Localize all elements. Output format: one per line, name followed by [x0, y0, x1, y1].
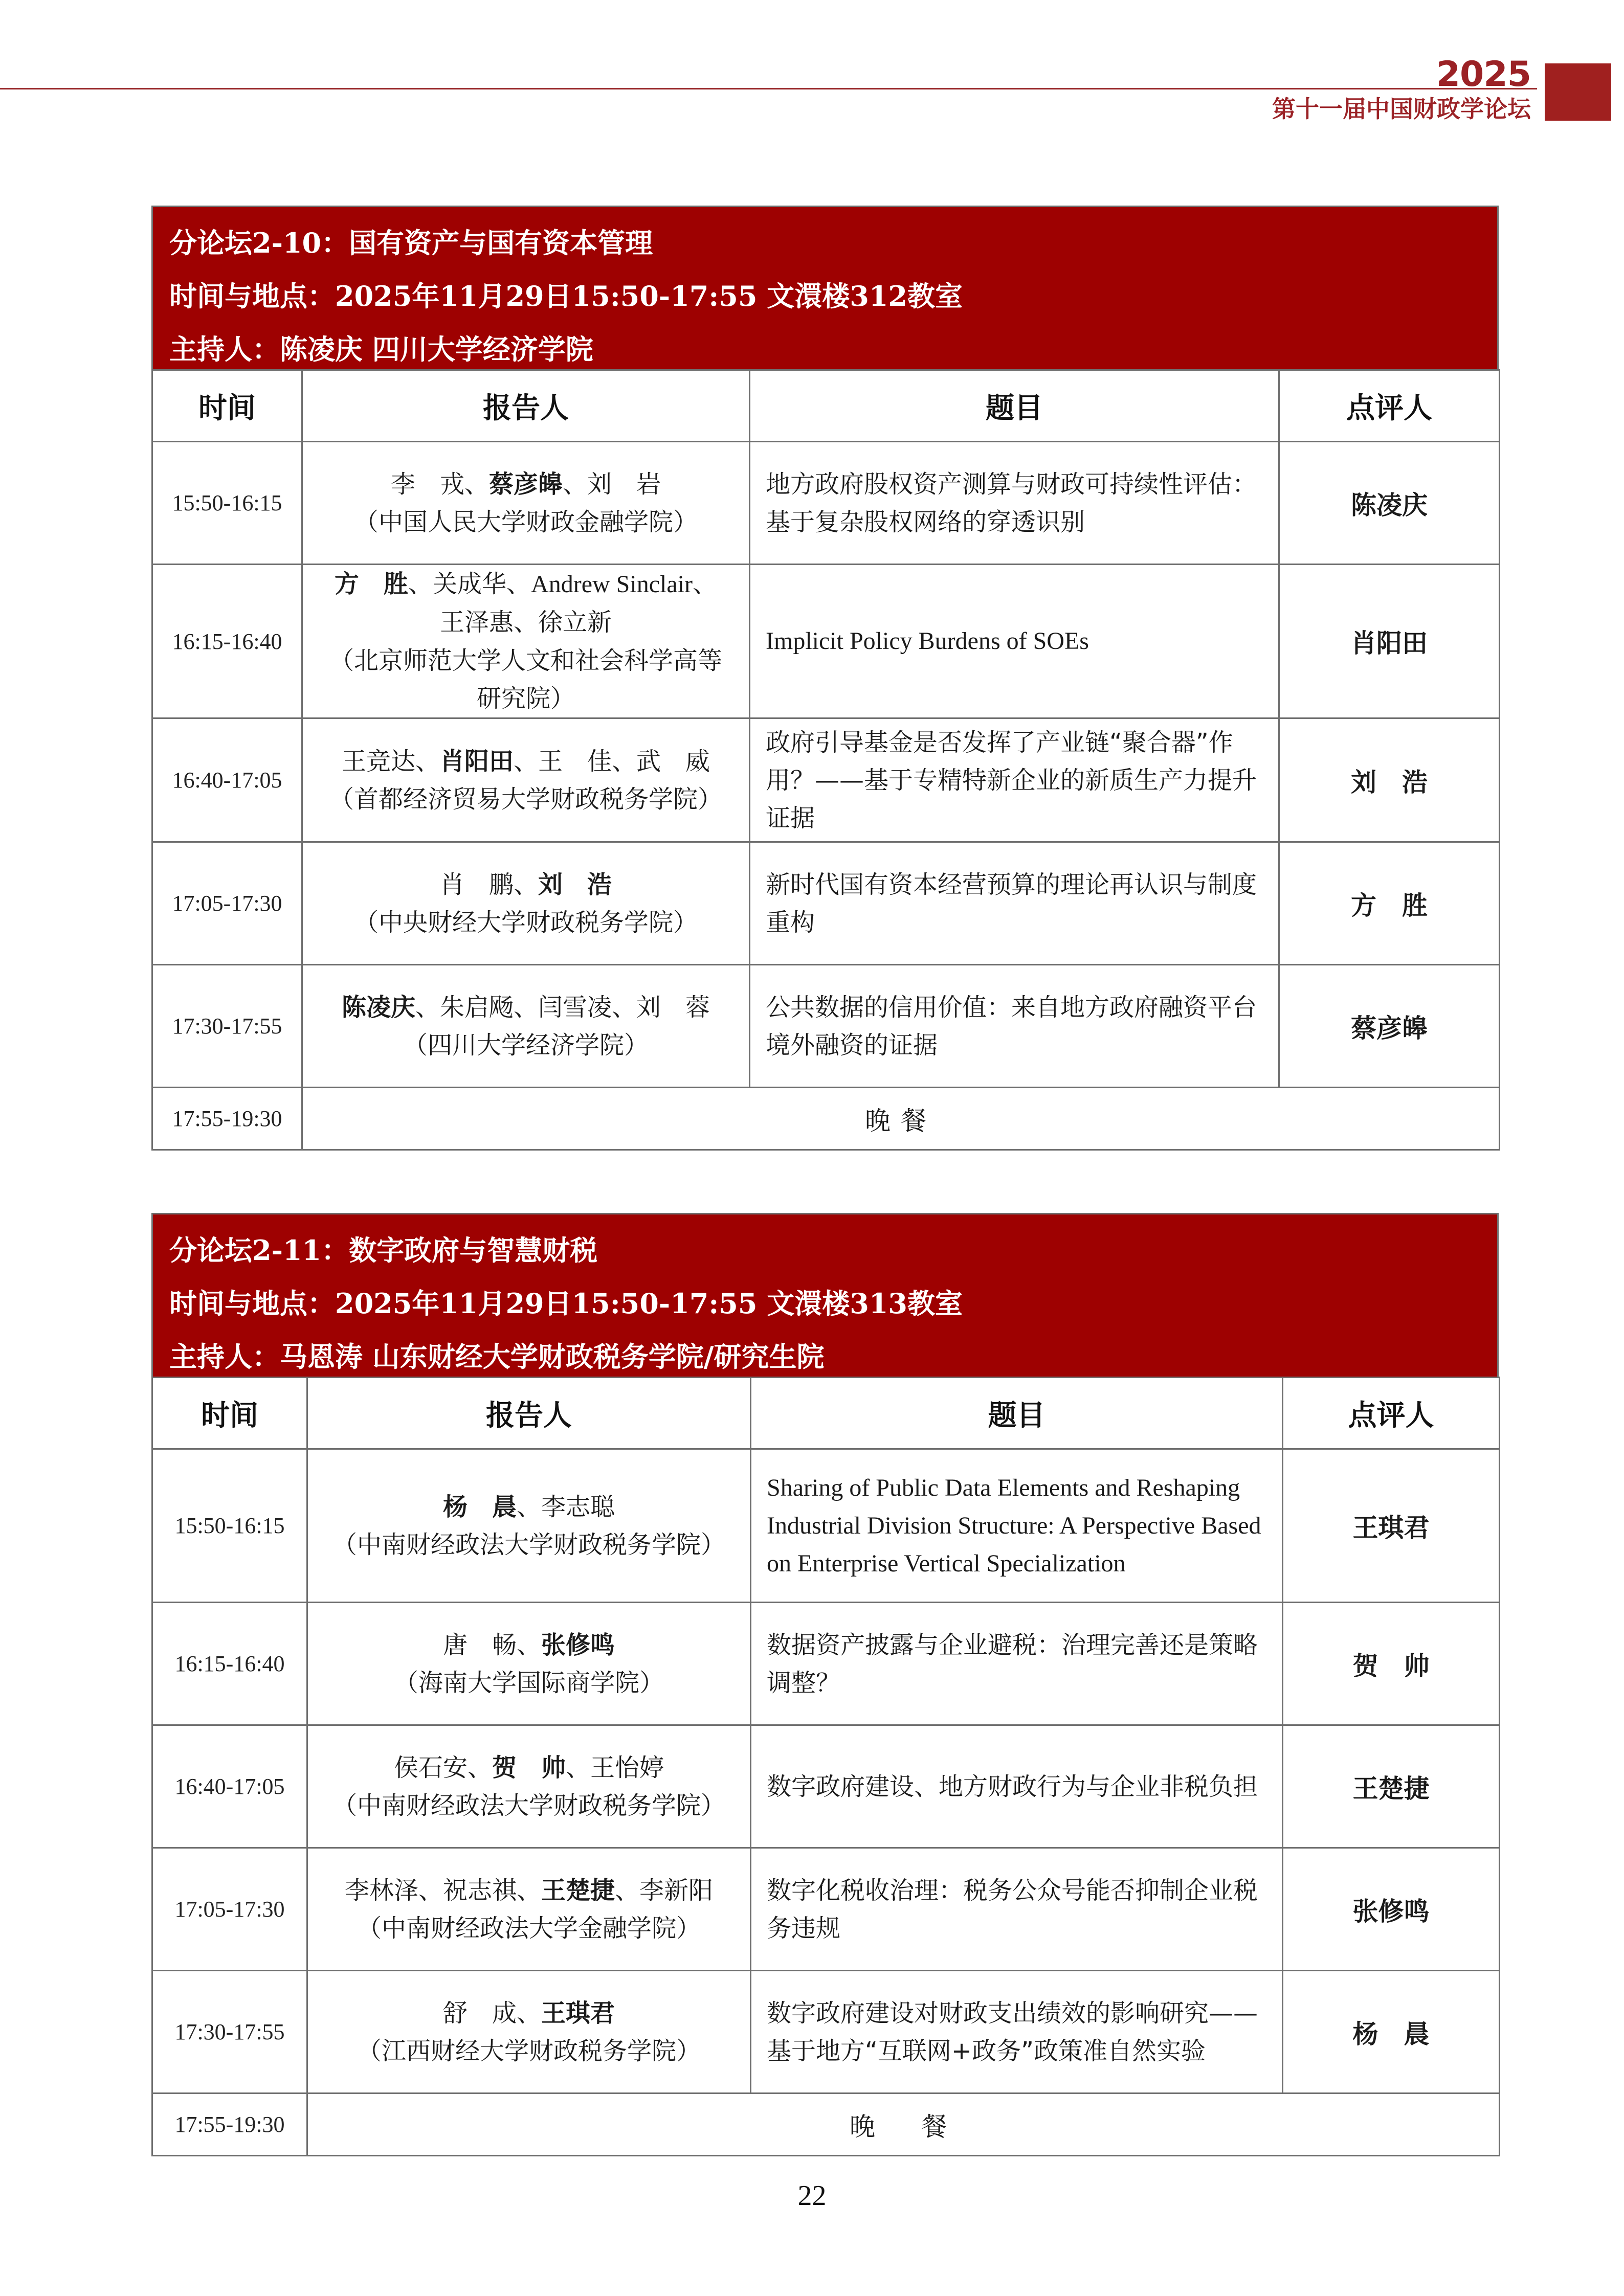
- table-header-row: [152, 370, 1500, 442]
- col-header-topic: 题目: [750, 370, 1279, 442]
- table-row: [152, 565, 1500, 718]
- affiliation: （中国人民大学财政金融学院）: [353, 507, 698, 536]
- col-header-author: 报告人: [307, 1378, 751, 1449]
- row-reviewer: 王楚捷: [1283, 1725, 1500, 1848]
- forum-host: 主持人：陈凌庆 四川大学经济学院: [169, 333, 593, 366]
- row-topic: 数字政府建设对财政支出绩效的影响研究——基于地方“互联网+政务”政策准自然实验: [751, 1971, 1283, 2094]
- row-authors: [302, 965, 750, 1088]
- row-time: 16:15-16:40: [152, 1603, 307, 1725]
- row-topic: 地方政府股权资产测算与财政可持续性评估：基于复杂股权网络的穿透识别: [750, 442, 1279, 565]
- presenter-name: 贺 帅: [492, 1753, 566, 1782]
- forum-2-11: [151, 1213, 1499, 2156]
- row-topic: 数据资产披露与企业避税：治理完善还是策略调整？: [751, 1603, 1283, 1725]
- dinner-time: 17:55-19:30: [152, 1088, 302, 1150]
- row-authors: [302, 442, 750, 565]
- row-time: 17:05-17:30: [152, 1848, 307, 1971]
- affiliation: （四川大学经济学院）: [403, 1030, 649, 1060]
- row-time: 15:50-16:15: [152, 1449, 307, 1603]
- table-header-row: [152, 1378, 1500, 1449]
- col-header-time: 时间: [152, 1378, 307, 1449]
- row-reviewer: 贺 帅: [1283, 1603, 1500, 1725]
- row-reviewer: 杨 晨: [1283, 1971, 1500, 2094]
- presenter-name: 杨 晨: [442, 1492, 517, 1521]
- row-topic: 数字化税收治理：税务公众号能否抑制企业税务违规: [751, 1848, 1283, 1971]
- presenter-name: 王楚捷: [541, 1876, 615, 1905]
- schedule-table: [151, 369, 1500, 1151]
- row-time: 16:40-17:05: [152, 718, 302, 842]
- author-list: 方 胜、关成华、Andrew Sinclair、王泽惠、徐立新: [335, 570, 717, 636]
- affiliation: （中南财经政法大学金融学院）: [357, 1914, 701, 1943]
- row-authors: [307, 1603, 751, 1725]
- row-reviewer: 刘 浩: [1279, 718, 1500, 842]
- row-time: 16:40-17:05: [152, 1725, 307, 1848]
- table-row: [152, 1971, 1500, 2094]
- table-row: [152, 1848, 1500, 1971]
- row-topic: 新时代国有资本经营预算的理论再认识与制度重构: [750, 842, 1279, 965]
- header-rule: [0, 88, 1537, 89]
- author-list: 陈凌庆、朱启飏、闫雪凌、刘 蓉: [341, 993, 710, 1022]
- affiliation: （中央财经大学财政税务学院）: [353, 908, 698, 937]
- author-list: 侯石安、贺 帅、王怡婷: [393, 1753, 664, 1782]
- col-header-reviewer: 点评人: [1283, 1378, 1500, 1449]
- header-title: 第十一届中国财政学论坛: [1272, 95, 1531, 123]
- dinner-time: 17:55-19:30: [152, 2094, 307, 2156]
- dinner-label: 晚 餐: [307, 2094, 1500, 2156]
- row-time: 17:30-17:55: [152, 1971, 307, 2094]
- col-header-author: 报告人: [302, 370, 750, 442]
- row-authors: [307, 1971, 751, 2094]
- author-list: 李 戎、蔡彦皞、刘 岩: [390, 469, 661, 499]
- header-year: 2025: [1436, 54, 1531, 95]
- affiliation: （首都经济贸易大学财政税务学院）: [329, 784, 722, 814]
- row-reviewer: 陈凌庆: [1279, 442, 1500, 565]
- table-row: [152, 1725, 1500, 1848]
- presenter-name: 肖阳田: [439, 747, 514, 776]
- row-topic: 公共数据的信用价值：来自地方政府融资平台境外融资的证据: [750, 965, 1279, 1088]
- row-topic: Implicit Policy Burdens of SOEs: [750, 565, 1279, 718]
- table-row: [152, 842, 1500, 965]
- affiliation: （江西财经大学财政税务学院）: [357, 2036, 701, 2065]
- presenter-name: 方 胜: [335, 570, 409, 598]
- author-list: 王竞达、肖阳田、王 佳、武 威: [341, 747, 710, 776]
- row-reviewer: 王琪君: [1283, 1449, 1500, 1603]
- presenter-name: 蔡彦皞: [488, 469, 563, 499]
- row-authors: [302, 718, 750, 842]
- affiliation: （北京师范大学人文和社会科学高等研究院）: [329, 646, 722, 713]
- presenter-name: 刘 浩: [538, 870, 612, 899]
- author-list: 舒 成、王琪君: [442, 1998, 615, 2028]
- forum-time-place: 时间与地点：2025年11月29日15:50-17:55 文澴楼312教室: [169, 280, 963, 312]
- row-authors: [302, 565, 750, 718]
- row-topic: 数字政府建设、地方财政行为与企业非税负担: [751, 1725, 1283, 1848]
- row-time: 16:15-16:40: [152, 565, 302, 718]
- dinner-row: [152, 2094, 1500, 2156]
- schedule-table: [151, 1377, 1500, 2156]
- row-time: 15:50-16:15: [152, 442, 302, 565]
- forum-title: 分论坛2-11：数字政府与智慧财税: [169, 1234, 598, 1267]
- affiliation: （中南财经政法大学财政税务学院）: [332, 1530, 725, 1559]
- col-header-reviewer: 点评人: [1279, 370, 1500, 442]
- dinner-label: 晚餐: [302, 1088, 1500, 1150]
- row-authors: [307, 1848, 751, 1971]
- author-list: 肖 鹏、刘 浩: [439, 870, 612, 899]
- row-reviewer: 方 胜: [1279, 842, 1500, 965]
- page-number: 22: [797, 2180, 827, 2212]
- forum-2-10: [151, 206, 1499, 1151]
- forum-header: [151, 206, 1499, 369]
- row-topic: 政府引导基金是否发挥了产业链“聚合器”作用？——基于专精特新企业的新质生产力提升证据: [750, 718, 1279, 842]
- table-row: [152, 718, 1500, 842]
- row-reviewer: 蔡彦皞: [1279, 965, 1500, 1088]
- presenter-name: 王琪君: [541, 1998, 615, 2028]
- row-reviewer: 肖阳田: [1279, 565, 1500, 718]
- author-list: 唐 畅、张修鸣: [442, 1630, 615, 1659]
- forum-header: [151, 1213, 1499, 1377]
- table-row: [152, 1603, 1500, 1725]
- row-authors: [302, 842, 750, 965]
- affiliation: （海南大学国际商学院）: [393, 1668, 664, 1697]
- table-row: [152, 1449, 1500, 1603]
- table-row: [152, 442, 1500, 565]
- presenter-name: 陈凌庆: [341, 993, 415, 1022]
- row-time: 17:05-17:30: [152, 842, 302, 965]
- presenter-name: 张修鸣: [541, 1630, 615, 1659]
- header-accent-block: [1545, 63, 1611, 121]
- col-header-topic: 题目: [751, 1378, 1283, 1449]
- row-reviewer: 张修鸣: [1283, 1848, 1500, 1971]
- row-authors: [307, 1449, 751, 1603]
- row-authors: [307, 1725, 751, 1848]
- affiliation: （中南财经政法大学财政税务学院）: [332, 1791, 725, 1820]
- forum-title: 分论坛2-10：国有资产与国有资本管理: [169, 227, 653, 259]
- forum-host: 主持人：马恩涛 山东财经大学财政税务学院/研究生院: [169, 1340, 825, 1373]
- forum-time-place: 时间与地点：2025年11月29日15:50-17:55 文澴楼313教室: [169, 1287, 963, 1320]
- author-list: 杨 晨、李志聪: [442, 1492, 615, 1521]
- row-topic: Sharing of Public Data Elements and Reshaping Industrial Division Structure: A Perspective Based on Enterprise Vertical Specialization: [751, 1449, 1283, 1603]
- col-header-time: 时间: [152, 370, 302, 442]
- author-list: 李林泽、祝志祺、王楚捷、李新阳: [344, 1876, 714, 1905]
- row-time: 17:30-17:55: [152, 965, 302, 1088]
- dinner-row: [152, 1088, 1500, 1150]
- table-row: [152, 965, 1500, 1088]
